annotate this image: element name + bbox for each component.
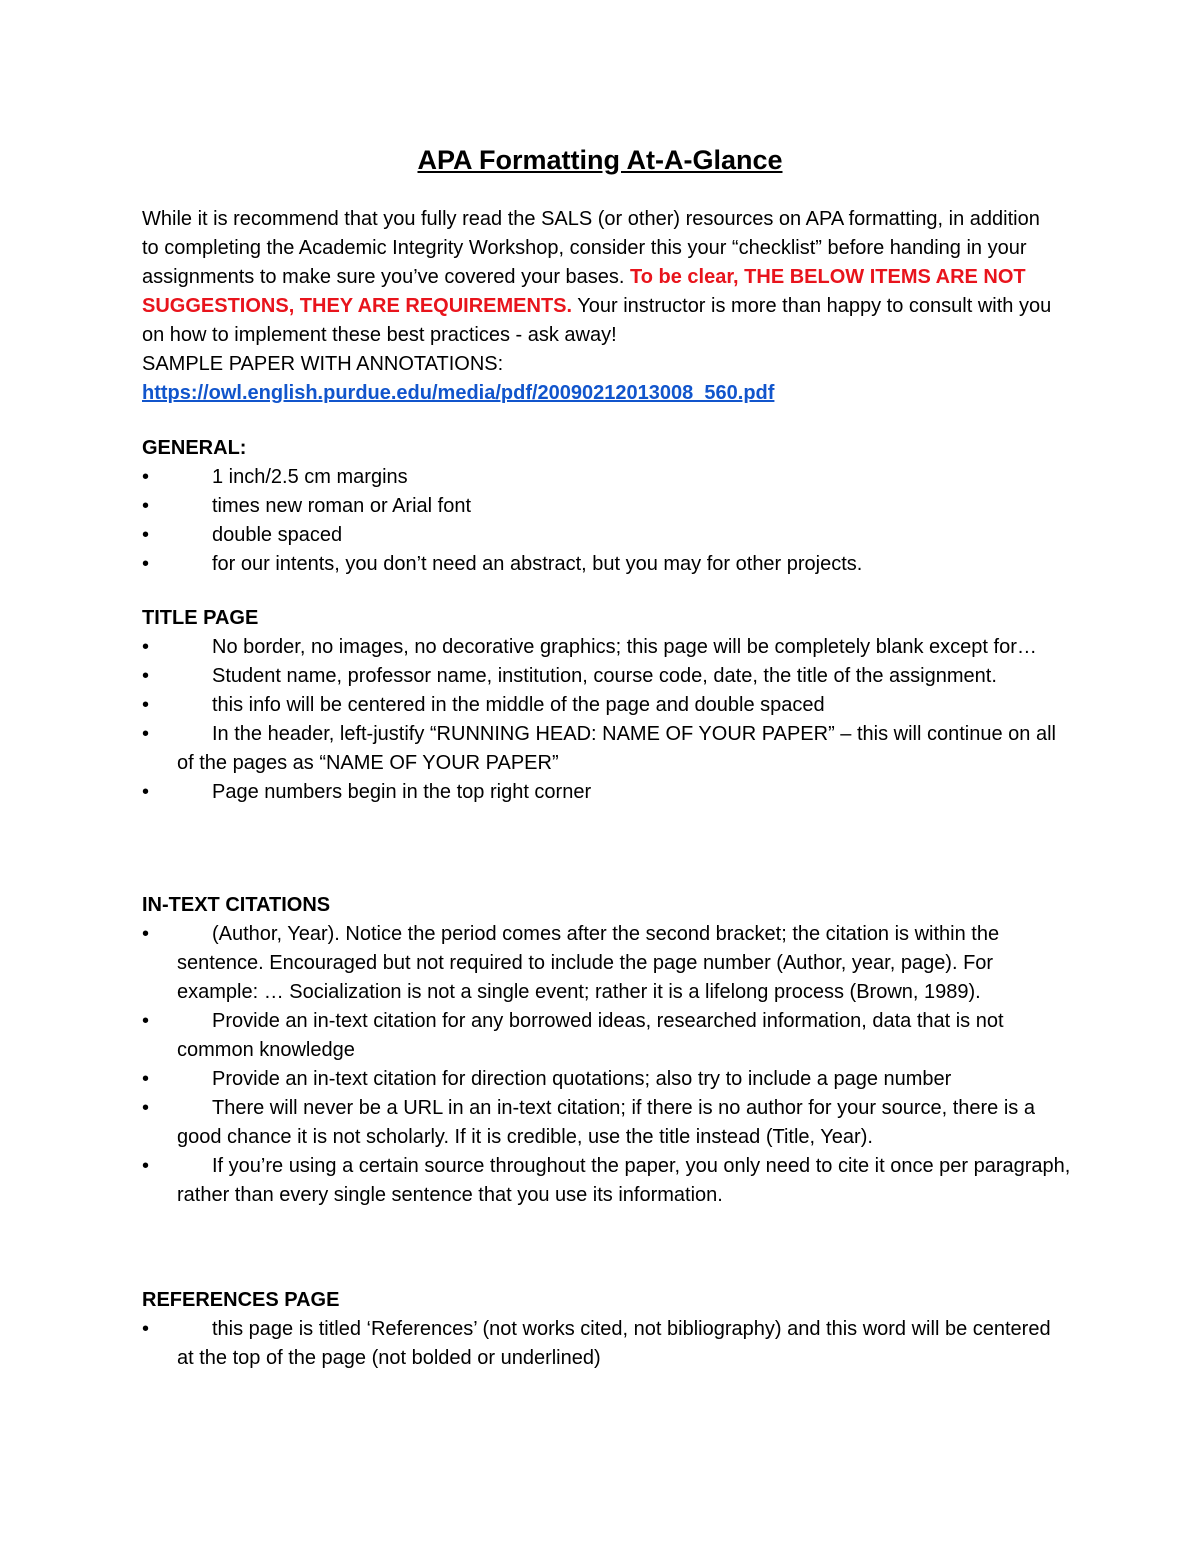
list-item: [142, 662, 1072, 691]
list-item-text: (Author, Year). Notice the period comes after the second bracket; the citation is within the sentence. Encouraged but not required to include the page number (Author, year, page). For example: … Socialization is not a single event; rather it is a lifelong process (Brown, 1989).: [177, 923, 1000, 1003]
list-item: [142, 550, 1072, 579]
list-item: [142, 691, 1072, 720]
list-item: [142, 1315, 1072, 1373]
sample-paper-link[interactable]: https://owl.english.purdue.edu/media/pdf/20090212013008_560.pdf: [142, 382, 775, 404]
section-heading-title-page: TITLE PAGE: [142, 607, 259, 629]
list-item-text: Provide an in-text citation for any borrowed ideas, researched information, data that is not common knowledge: [177, 1010, 1004, 1061]
list-item: [142, 720, 1072, 778]
list-item-text: If you’re using a certain source throughout the paper, you only need to cite it once per paragraph, rather than every single sentence that you use its information.: [177, 1155, 1071, 1206]
bullet: •: [142, 1318, 150, 1340]
bullet: •: [142, 665, 150, 687]
bullet: •: [142, 723, 150, 745]
intro-text-1: While it is recommend that you fully read the SALS (or other) resources on APA formatting, in addition to completing the Academic Integrity Workshop, consider this your “checklist” before handing in your assignments to make sure you’ve covered your bases.: [142, 208, 1040, 288]
bullet: •: [142, 1155, 150, 1177]
general-list: [142, 463, 1072, 579]
bullet: •: [142, 694, 150, 716]
bullet: •: [142, 1010, 150, 1032]
bullet: •: [142, 636, 150, 658]
list-item-text: this page is titled ‘References’ (not works cited, not bibliography) and this word will be centered at the top of the page (not bolded or underlined): [177, 1318, 1051, 1369]
list-item: [142, 778, 1072, 807]
list-item: [142, 633, 1072, 662]
list-item-text: There will never be a URL in an in-text citation; if there is no author for your source, there is a good chance it is not scholarly. If it is credible, use the title instead (Title, Year).: [177, 1097, 1035, 1148]
list-item: [142, 1007, 1072, 1065]
bullet: •: [142, 781, 150, 803]
list-item-text: Provide an in-text citation for direction quotations; also try to include a page number: [212, 1068, 952, 1090]
bullet: •: [142, 495, 150, 517]
bullet: •: [142, 466, 150, 488]
intro-text-2: Your instructor is more than happy to consult with you on how to implement these best practices - ask away!: [142, 295, 1052, 346]
list-item-text: Student name, professor name, institution, course code, date, the title of the assignment.: [212, 665, 997, 687]
requirements-warning: To be clear, THE BELOW ITEMS ARE NOT SUGGESTIONS, THEY ARE REQUIREMENTS.: [142, 266, 1026, 317]
list-item: [142, 1094, 1072, 1152]
bullet: •: [142, 553, 150, 575]
list-item: [142, 1065, 1072, 1094]
list-item-text: for our intents, you don’t need an abstract, but you may for other projects.: [212, 553, 863, 575]
list-item: [142, 920, 1072, 1007]
list-item-text: double spaced: [212, 524, 343, 546]
title-page-list: [142, 633, 1072, 807]
bullet: •: [142, 1097, 150, 1119]
intro-paragraph: [142, 205, 1062, 408]
bullet: •: [142, 923, 150, 945]
section-references-page: [142, 1286, 1072, 1373]
section-heading-general: GENERAL:: [142, 437, 247, 459]
list-item-text: In the header, left-justify “RUNNING HEAD: NAME OF YOUR PAPER” – this will continue on all of the pages as “NAME OF YOUR PAPER”: [177, 723, 1056, 774]
sample-paper-label: SAMPLE PAPER WITH ANNOTATIONS:: [142, 353, 504, 375]
page-title: APA Formatting At-A-Glance: [417, 145, 783, 175]
section-general: [142, 434, 1072, 579]
section-in-text-citations: [142, 891, 1072, 1210]
in-text-list: [142, 920, 1072, 1210]
list-item: [142, 1152, 1072, 1210]
list-item-text: times new roman or Arial font: [212, 495, 471, 517]
list-item-text: this info will be centered in the middle of the page and double spaced: [212, 694, 825, 716]
references-list: [142, 1315, 1072, 1373]
list-item: [142, 492, 1072, 521]
list-item-text: Page numbers begin in the top right corner: [212, 781, 592, 803]
bullet: •: [142, 524, 150, 546]
list-item-text: No border, no images, no decorative graphics; this page will be completely blank except for…: [212, 636, 1037, 658]
section-heading-in-text-citations: IN-TEXT CITATIONS: [142, 894, 331, 916]
bullet: •: [142, 1068, 150, 1090]
section-title-page: [142, 604, 1072, 807]
list-item: [142, 521, 1072, 550]
section-heading-references-page: REFERENCES PAGE: [142, 1289, 340, 1311]
list-item: [142, 463, 1072, 492]
list-item-text: 1 inch/2.5 cm margins: [212, 466, 408, 488]
